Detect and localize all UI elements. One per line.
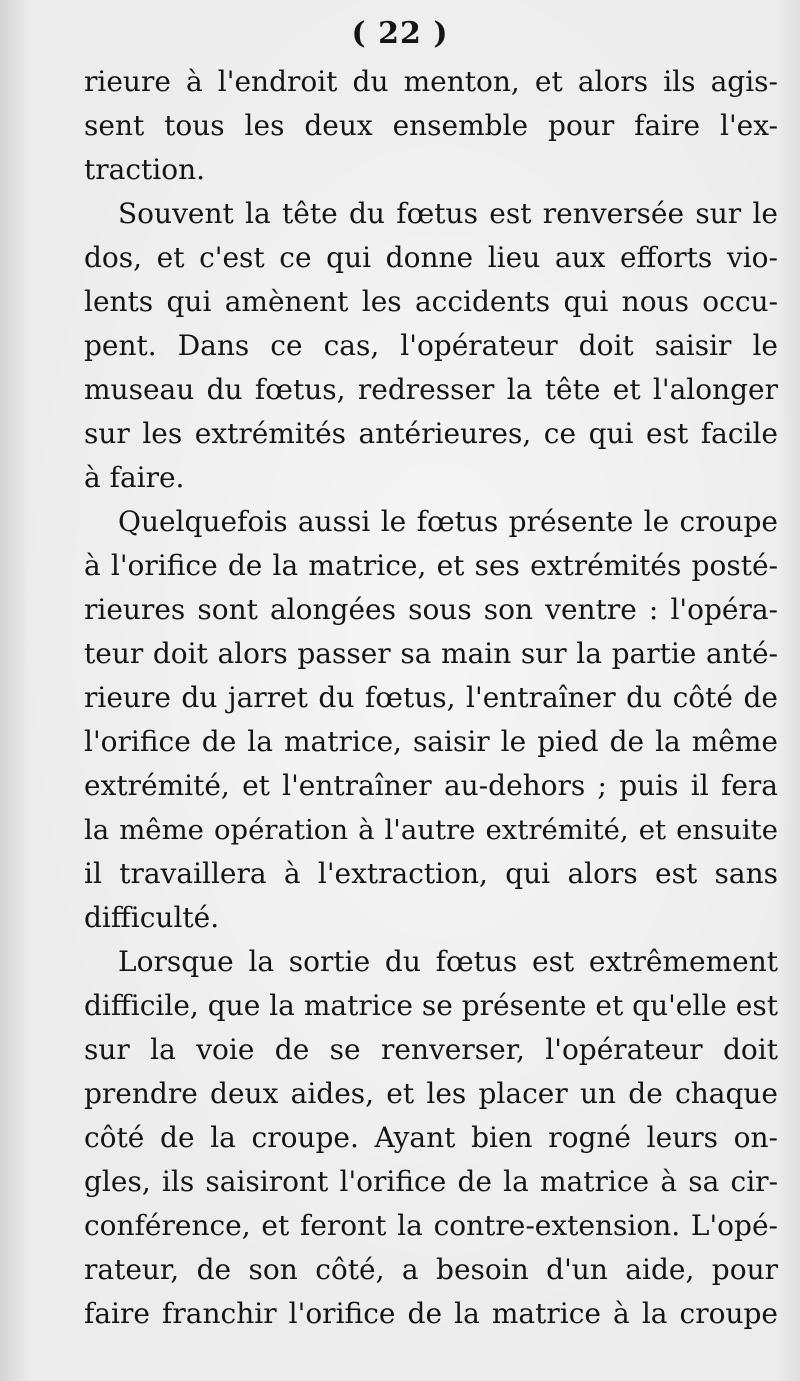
text-line: sent tous les deux ensemble pour faire l'ex- bbox=[84, 109, 778, 142]
text-line: la même opération à l'autre extrémité, et ensuite bbox=[84, 814, 778, 846]
text-line: sur la voie de se renverser, l'opérateur doit bbox=[84, 1033, 778, 1066]
text-line: l'orifice de la matrice, saisir le pied de la même bbox=[84, 725, 778, 758]
text-line: côté de la croupe. Ayant bien rogné leurs on- bbox=[84, 1121, 778, 1154]
text-line: il travaillera à l'extraction, qui alors est sans bbox=[84, 857, 778, 890]
text-line: Quelquefois aussi le fœtus présente le croupe bbox=[118, 505, 778, 538]
text-line: extrémité, et l'entraîner au-dehors ; puis il fera bbox=[84, 769, 778, 802]
text-line: prendre deux aides, et les placer un de chaque bbox=[84, 1077, 778, 1110]
text-line: rieure à l'endroit du menton, et alors ils agis- bbox=[84, 65, 778, 98]
text-line: gles, ils saisiront l'orifice de la matrice à sa cir- bbox=[84, 1165, 778, 1198]
text-line: conférence, et feront la contre-extension. L'opé- bbox=[84, 1209, 778, 1242]
text-line: museau du fœtus, redresser la tête et l'alonger bbox=[84, 373, 778, 406]
text-line: Souvent la tête du fœtus est renversée sur le bbox=[118, 197, 778, 230]
text-line: à faire. bbox=[84, 461, 185, 494]
text-line: Lorsque la sortie du fœtus est extrêmement bbox=[118, 945, 778, 978]
text-line: dos, et c'est ce qui donne lieu aux efforts vio- bbox=[84, 241, 778, 274]
body-text bbox=[84, 60, 778, 1336]
text-line: teur doit alors passer sa main sur la partie anté- bbox=[84, 637, 778, 670]
text-line: à l'orifice de la matrice, et ses extrémités posté- bbox=[84, 549, 778, 582]
text-line: pent. Dans ce cas, l'opérateur doit saisir le bbox=[84, 329, 778, 362]
text-line: faire franchir l'orifice de la matrice à la croupe bbox=[84, 1297, 778, 1330]
text-line: rieure du jarret du fœtus, l'entraîner du côté de bbox=[84, 681, 778, 714]
text-line: difficulté. bbox=[84, 901, 220, 934]
text-line: rateur, de son côté, a besoin d'un aide, pour bbox=[84, 1253, 778, 1286]
text-line: rieures sont alongées sous son ventre : l'opéra- bbox=[84, 593, 778, 626]
text-line: difficile, que la matrice se présente et qu'elle est bbox=[84, 989, 778, 1022]
page-number: ( 22 ) bbox=[351, 16, 449, 51]
text-line: sur les extrémités antérieures, ce qui est facile bbox=[84, 417, 778, 450]
text-line: traction. bbox=[84, 153, 206, 186]
text-line: lents qui amènent les accidents qui nous occu- bbox=[84, 285, 778, 318]
